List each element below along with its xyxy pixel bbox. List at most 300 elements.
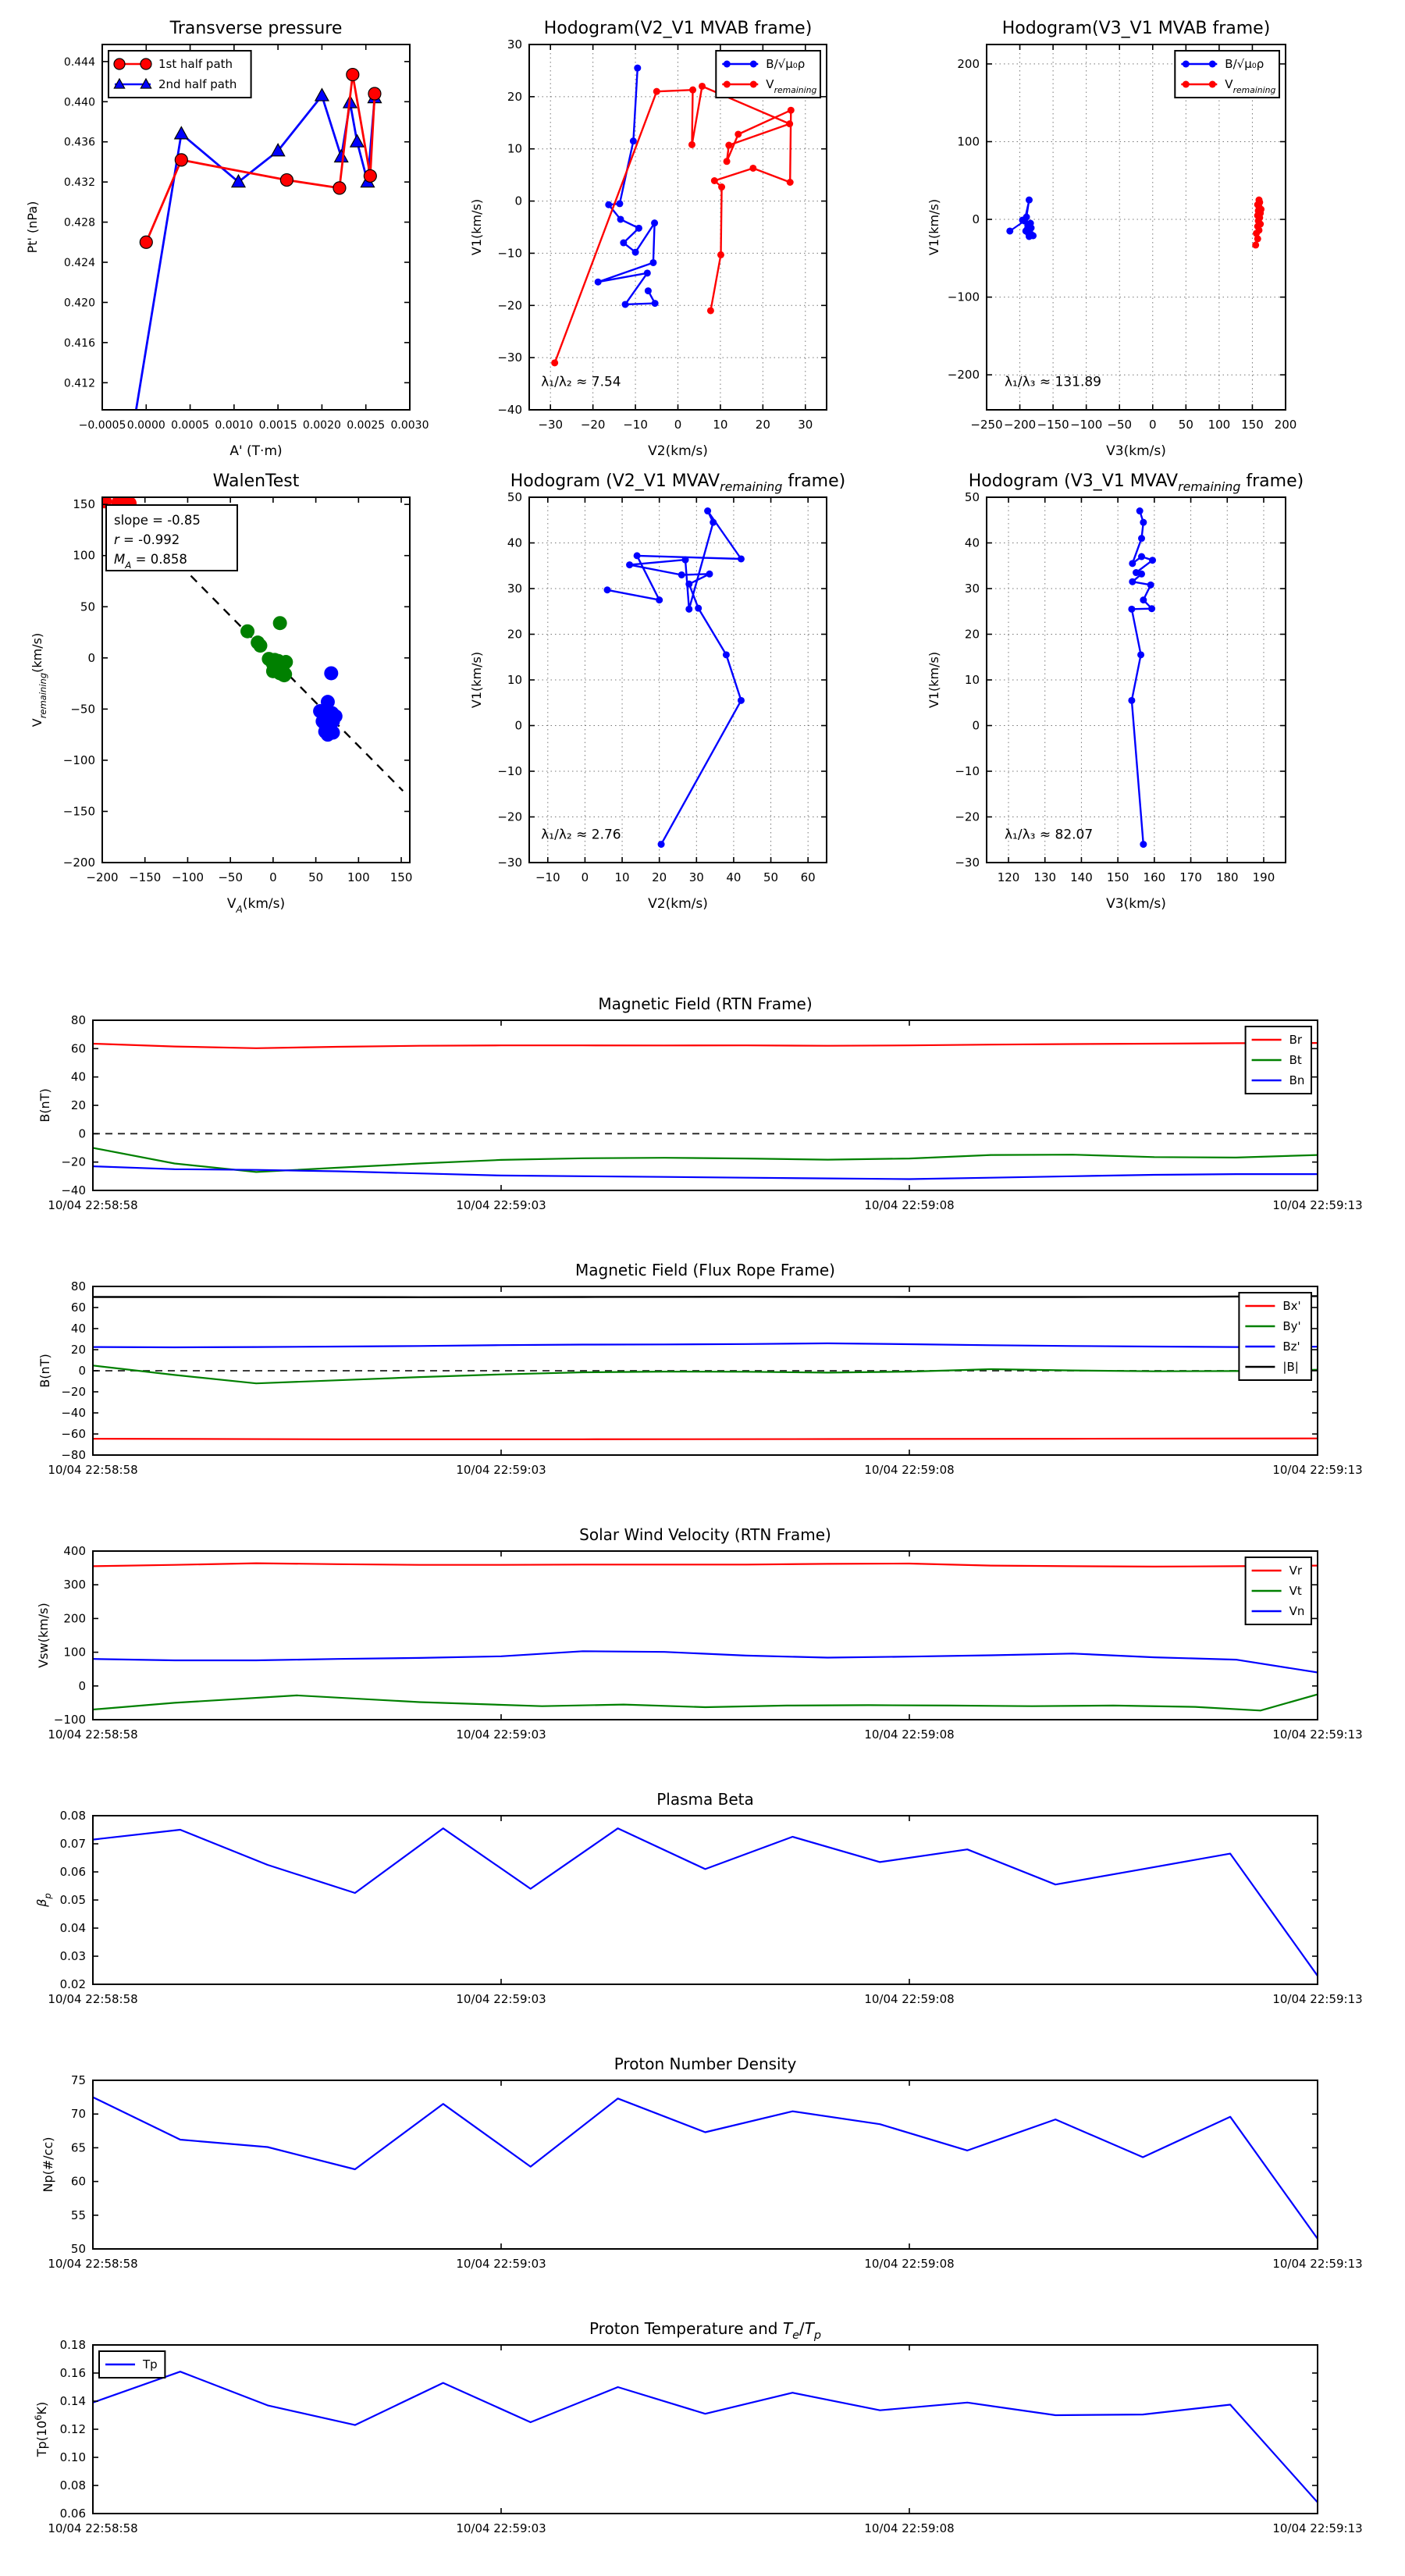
dot-marker [253,639,267,653]
x-tick-label: 10/04 22:59:13 [1272,2521,1363,2535]
legend-label: B/√μ₀ρ [766,57,806,71]
dot-marker [324,666,338,680]
y-tick-label: 0.02 [59,1977,86,1991]
y-tick-label: 10 [964,673,980,687]
x-tick-label: 150 [389,870,413,884]
dot-marker [717,251,724,258]
x-tick-label: 150 [1106,870,1129,884]
y-tick-label: 20 [507,627,522,642]
y-tick-label: −20 [61,1155,86,1169]
y-tick-label: 10 [507,141,522,156]
y-tick-label: 0.06 [59,2507,86,2521]
circle-marker [368,87,381,100]
dot-marker [695,605,702,612]
dot-marker [1136,507,1144,514]
y-tick-label: 0.436 [63,136,95,149]
dot-marker [710,519,717,526]
y-axis-label: V1(km/s) [927,651,941,709]
x-tick-label: 180 [1215,870,1239,884]
x-tick-label: −250 [970,418,1003,432]
dot-marker [725,142,732,149]
legend-marker [1183,81,1190,88]
dot-marker [718,183,725,190]
dot-marker [1026,197,1033,204]
y-tick-label: 0.10 [59,2450,86,2464]
y-tick-label: 100 [957,134,980,149]
x-tick-label: 10/04 22:58:58 [48,2257,138,2271]
legend-label: Br [1289,1033,1303,1047]
dot-marker [1252,241,1259,248]
x-tick-label: 10/04 22:59:08 [864,2257,955,2271]
chart-title: Hodogram (V2_V1 $MVAV_{remaining}$ frame) [510,471,846,494]
annotation-text: λ₁/λ₃ ≈ 131.89 [1004,374,1101,390]
x-tick-label: 0.0005 [171,419,210,432]
x-tick-label: 10/04 22:59:08 [864,1198,955,1212]
y-tick-label: 40 [70,1069,86,1084]
dot-marker [704,507,711,514]
y-tick-label: 0.412 [63,377,95,390]
dot-marker [787,179,794,186]
x-axis-label: A' (T·m) [229,443,283,459]
dot-marker [1140,596,1147,603]
chart-title: Solar Wind Velocity (RTN Frame) [579,1525,831,1544]
circle-marker [140,236,152,248]
y-tick-label: −20 [497,809,522,824]
legend-label: $V_{remaining}$ [766,77,817,95]
x-tick-label: 10/04 22:59:08 [864,1463,955,1477]
legend-label: Vr [1289,1564,1303,1578]
chart-title: Plasma Beta [656,1790,754,1809]
x-tick-label: 50 [308,870,324,884]
y-axis-label: V1(km/s) [469,198,484,256]
dot-marker [274,656,288,670]
x-tick-label: 10/04 22:59:03 [456,2257,546,2271]
y-tick-label: 20 [964,627,980,642]
dot-marker [1149,557,1156,564]
x-tick-label: 10/04 22:58:58 [48,1992,138,2006]
y-tick-label: 70 [70,2107,86,2122]
y-tick-label: 0.12 [59,2422,86,2436]
y-tick-label: 20 [507,89,522,104]
dot-marker [321,728,335,742]
x-tick-label: 10/04 22:59:08 [864,1727,955,1742]
dot-marker [738,697,745,704]
x-tick-label: 10/04 22:59:03 [456,1198,546,1212]
dot-marker [1137,651,1144,658]
dot-marker [329,710,343,724]
legend-label: Tp [143,2357,158,2371]
y-tick-label: 60 [70,2174,86,2189]
x-tick-label: 10/04 22:59:13 [1272,1992,1363,2006]
dot-marker [632,249,639,256]
y-tick-label: −100 [62,753,95,767]
dot-marker [711,177,718,184]
x-tick-label: 20 [652,870,667,884]
legend-marker [750,61,757,68]
y-axis-label: Pt' (nPa) [25,201,40,254]
y-axis-label: V1(km/s) [469,651,484,709]
annotation-text: λ₁/λ₂ ≈ 7.54 [541,374,621,390]
y-tick-label: 55 [70,2208,86,2222]
stats-line: $M_A = 0.858$ [114,552,187,571]
x-tick-label: 10/04 22:58:58 [48,1463,138,1477]
x-axis-label: V2(km/s) [648,896,708,912]
y-tick-label: −200 [62,856,95,870]
dot-marker [273,616,287,630]
annotation-text: λ₁/λ₂ ≈ 2.76 [541,827,621,843]
y-axis-label: B(nT) [37,1088,52,1123]
dot-marker [277,668,291,682]
circle-marker [175,154,187,166]
y-tick-label: −40 [497,403,522,417]
chart-title: Proton Number Density [614,2055,797,2073]
x-tick-label: 0 [674,418,682,432]
x-tick-label: −150 [129,870,162,884]
y-tick-label: 0.07 [59,1837,86,1851]
legend-marker [724,61,731,68]
y-tick-label: −100 [947,290,980,304]
chart-title: Hodogram (V3_V1 $MVAV_{remaining}$ frame) [968,471,1304,494]
dot-marker [738,555,745,562]
y-tick-label: 40 [70,1322,86,1336]
dot-marker [706,571,713,578]
x-tick-label: −10 [535,870,560,884]
dot-marker [626,561,633,568]
y-tick-label: 0.432 [63,176,95,190]
y-tick-label: −100 [53,1713,86,1727]
chart-title: Magnetic Field (Flux Rope Frame) [575,1261,835,1279]
y-tick-label: 60 [70,1300,86,1315]
x-tick-label: 30 [798,418,813,432]
dot-marker [630,137,637,144]
x-tick-label: 100 [347,870,370,884]
y-tick-label: −10 [497,764,522,778]
x-tick-label: −200 [1003,418,1037,432]
y-tick-label: 30 [964,582,980,596]
dot-marker [1147,582,1154,589]
y-tick-label: −30 [955,856,980,870]
dot-marker [653,88,660,95]
chart-title: Proton Temperature and $T_e/T_p$ [589,2319,822,2342]
x-tick-label: −20 [580,418,606,432]
y-tick-label: 0 [78,1126,86,1141]
dot-marker [1140,841,1147,848]
x-tick-label: 190 [1252,870,1275,884]
x-tick-label: 10 [614,870,630,884]
x-tick-label: 0 [581,870,589,884]
x-tick-label: 0.0015 [258,419,297,432]
y-tick-label: −10 [955,764,980,778]
x-tick-label: 0.0025 [347,419,386,432]
circle-marker [364,169,376,182]
x-tick-label: 10/04 22:59:03 [456,2521,546,2535]
y-axis-label: $Tp(10^6K)$ [33,2401,49,2457]
dot-marker [595,279,602,286]
y-tick-label: 0 [514,194,522,208]
y-tick-label: 0 [514,718,522,733]
x-tick-label: 0.0020 [302,419,341,432]
x-tick-label: 40 [726,870,742,884]
legend-marker [1209,81,1216,88]
y-tick-label: 100 [73,548,95,563]
x-tick-label: 10/04 22:59:08 [864,1992,955,2006]
x-tick-label: 10/04 22:58:58 [48,1198,138,1212]
dot-marker [1128,697,1135,704]
dot-marker [688,141,695,148]
y-tick-label: 150 [73,497,95,512]
series-b-magnitude [93,1296,1318,1297]
y-tick-label: 20 [70,1343,86,1357]
dot-marker [1129,560,1136,567]
x-axis-label: V3(km/s) [1106,896,1166,912]
x-tick-label: 20 [755,418,770,432]
y-tick-label: −30 [497,856,522,870]
x-tick-label: −50 [218,870,243,884]
x-tick-label: 10/04 22:59:08 [864,2521,955,2535]
legend-label: Bx' [1282,1299,1301,1313]
dot-marker [651,219,658,226]
dot-marker [1148,605,1155,612]
y-tick-label: 65 [70,2140,86,2155]
x-tick-label: 0.0010 [215,419,254,432]
y-tick-label: −200 [947,368,980,382]
dot-marker [724,158,731,165]
y-tick-label: 0.416 [63,336,95,350]
legend-label: B/√μ₀ρ [1225,57,1264,71]
dot-marker [240,624,254,639]
y-tick-label: 20 [70,1098,86,1112]
dot-marker [652,300,659,307]
x-tick-label: 160 [1143,870,1166,884]
x-tick-label: 130 [1033,870,1057,884]
chart-title: WalenTest [212,471,300,491]
dot-marker [1128,606,1135,613]
dot-marker [689,87,696,94]
dot-marker [645,287,652,294]
y-tick-label: 75 [70,2073,86,2087]
y-tick-label: 30 [507,37,522,52]
y-tick-label: 10 [507,673,522,687]
x-tick-label: 140 [1070,870,1093,884]
y-tick-label: 0.08 [59,1809,86,1823]
legend-marker [724,81,731,88]
dot-marker [1138,571,1145,578]
y-tick-label: −60 [61,1427,86,1441]
y-tick-label: 0 [972,718,980,733]
x-tick-label: 30 [688,870,704,884]
y-tick-label: 0.18 [59,2338,86,2352]
dot-marker [605,201,612,208]
x-tick-label: 10/04 22:59:03 [456,1463,546,1477]
dot-marker [658,841,665,848]
x-tick-label: 60 [800,870,816,884]
y-tick-label: 60 [70,1041,86,1056]
y-tick-label: −50 [70,702,95,717]
y-tick-label: 0.420 [63,297,95,310]
x-tick-label: −200 [86,870,119,884]
x-tick-label: 0 [269,870,277,884]
dot-marker [1006,227,1013,234]
dot-marker [656,596,663,603]
y-tick-label: −30 [497,350,522,365]
x-tick-label: 170 [1179,870,1202,884]
x-tick-label: 10/04 22:59:13 [1272,1727,1363,1742]
y-tick-label: −20 [61,1385,86,1399]
x-tick-label: 50 [1178,418,1193,432]
y-tick-label: −40 [61,1406,86,1420]
dot-marker [786,120,793,127]
y-tick-label: 0.08 [59,2478,86,2492]
y-tick-label: 0 [78,1364,86,1378]
y-tick-label: 50 [70,2242,86,2256]
y-tick-label: −40 [61,1183,86,1197]
x-tick-label: 150 [1241,418,1264,432]
dot-marker [707,307,714,314]
dot-marker [551,359,558,366]
x-tick-label: 10/04 22:59:03 [456,1727,546,1742]
x-tick-label: 100 [1208,418,1231,432]
x-tick-label: 10/04 22:59:13 [1272,2257,1363,2271]
x-axis-label: V2(km/s) [648,443,708,459]
x-tick-label: 10/04 22:59:13 [1272,1198,1363,1212]
legend-marker [1209,61,1216,68]
x-axis-label: $V_A(km/s)$ [226,896,286,915]
y-axis-label: Np(#/cc) [41,2137,55,2193]
legend-marker [140,59,151,69]
x-tick-label: −100 [1070,418,1103,432]
circle-marker [333,182,346,194]
x-axis-label: V3(km/s) [1106,443,1166,459]
legend-label: 1st half path [158,57,233,71]
y-tick-label: 40 [964,535,980,550]
dot-marker [685,606,692,613]
y-tick-label: 0.14 [59,2394,86,2408]
dot-marker [749,165,756,172]
x-tick-label: 0.0030 [390,419,429,432]
y-tick-label: 0.05 [59,1893,86,1907]
y-tick-label: 0.444 [63,55,95,69]
dot-marker [1138,553,1145,560]
dot-marker [1019,217,1026,224]
y-tick-label: −80 [61,1448,86,1462]
y-tick-label: 200 [63,1611,86,1626]
legend-label: |B| [1282,1360,1299,1374]
x-tick-label: 0 [1149,418,1157,432]
y-tick-label: 0.16 [59,2366,86,2380]
y-tick-label: 50 [964,490,980,504]
y-tick-label: 0.424 [63,257,95,269]
dot-marker [678,571,685,578]
y-tick-label: 50 [507,490,522,504]
y-axis-label: B(nT) [37,1354,52,1388]
dot-marker [644,269,651,276]
y-tick-label: 0.440 [63,96,95,109]
y-tick-label: 40 [507,535,522,550]
x-tick-label: 10 [713,418,728,432]
legend-marker [750,81,757,88]
legend-marker [114,59,125,69]
legend-label: $V_{remaining}$ [1225,77,1276,95]
dot-marker [685,581,692,588]
dot-marker [616,200,623,207]
y-tick-label: 0.03 [59,1949,86,1963]
y-tick-label: 0.428 [63,216,95,229]
y-tick-label: 80 [70,1013,86,1027]
x-tick-label: 10/04 22:58:58 [48,1727,138,1742]
circle-marker [347,69,359,81]
dot-marker [735,130,742,137]
x-tick-label: −10 [623,418,648,432]
x-tick-label: 0.0000 [126,419,165,432]
legend-label: Bt [1289,1053,1302,1067]
x-tick-label: 10/04 22:58:58 [48,2521,138,2535]
stats-line: r = -0.992 [114,532,180,547]
y-tick-label: −150 [62,804,95,819]
dot-marker [788,107,795,114]
y-axis-label: $V_{remaining}(km/s)$ [30,632,48,728]
y-tick-label: 0 [78,1678,86,1693]
chart-title: Hodogram(V2_V1 MVAB frame) [543,19,813,38]
legend-marker [1183,61,1190,68]
y-tick-label: 0 [87,650,95,665]
dot-marker [622,301,629,308]
x-tick-label: −100 [171,870,205,884]
y-tick-label: 30 [507,582,522,596]
y-tick-label: −20 [497,298,522,313]
x-tick-label: 10/04 22:59:03 [456,1992,546,2006]
y-tick-label: 0 [972,212,980,227]
y-tick-label: −20 [955,809,980,824]
chart-title: Hodogram(V3_V1 MVAB frame) [1001,19,1271,38]
y-axis-label: Vsw(km/s) [36,1603,51,1668]
chart-title: Transverse pressure [169,19,343,38]
dot-marker [635,225,642,232]
y-axis-label: $\beta_p$ [34,1893,53,1907]
x-tick-label: 50 [763,870,779,884]
y-tick-label: 400 [63,1544,86,1558]
y-tick-label: 100 [63,1645,86,1660]
y-tick-label: 0.04 [59,1921,86,1935]
legend-label: Vn [1289,1604,1305,1618]
legend-label: Vt [1289,1584,1302,1598]
dot-marker [634,552,641,559]
dot-marker [620,240,627,247]
y-tick-label: 200 [957,56,980,71]
y-tick-label: 80 [70,1279,86,1293]
y-tick-label: −10 [497,246,522,261]
legend-label: 2nd half path [158,77,237,91]
dot-marker [1138,535,1145,542]
x-tick-label: −150 [1037,418,1069,432]
circle-marker [280,174,293,187]
legend-label: Bz' [1282,1340,1300,1354]
dot-marker [604,586,611,593]
chart-title: Magnetic Field (RTN Frame) [598,994,813,1013]
y-axis-label: V1(km/s) [927,198,941,256]
dot-marker [723,651,730,658]
stats-line: slope = -0.85 [114,513,201,528]
dot-marker [1129,578,1136,585]
dot-marker [617,215,624,222]
y-tick-label: 300 [63,1578,86,1592]
y-tick-label: 0.06 [59,1865,86,1879]
y-tick-label: 50 [80,600,95,614]
x-tick-label: 120 [997,870,1020,884]
dot-marker [1255,197,1262,204]
dot-marker [1026,229,1033,236]
legend-label: Bn [1289,1073,1305,1087]
dot-marker [1140,519,1147,526]
